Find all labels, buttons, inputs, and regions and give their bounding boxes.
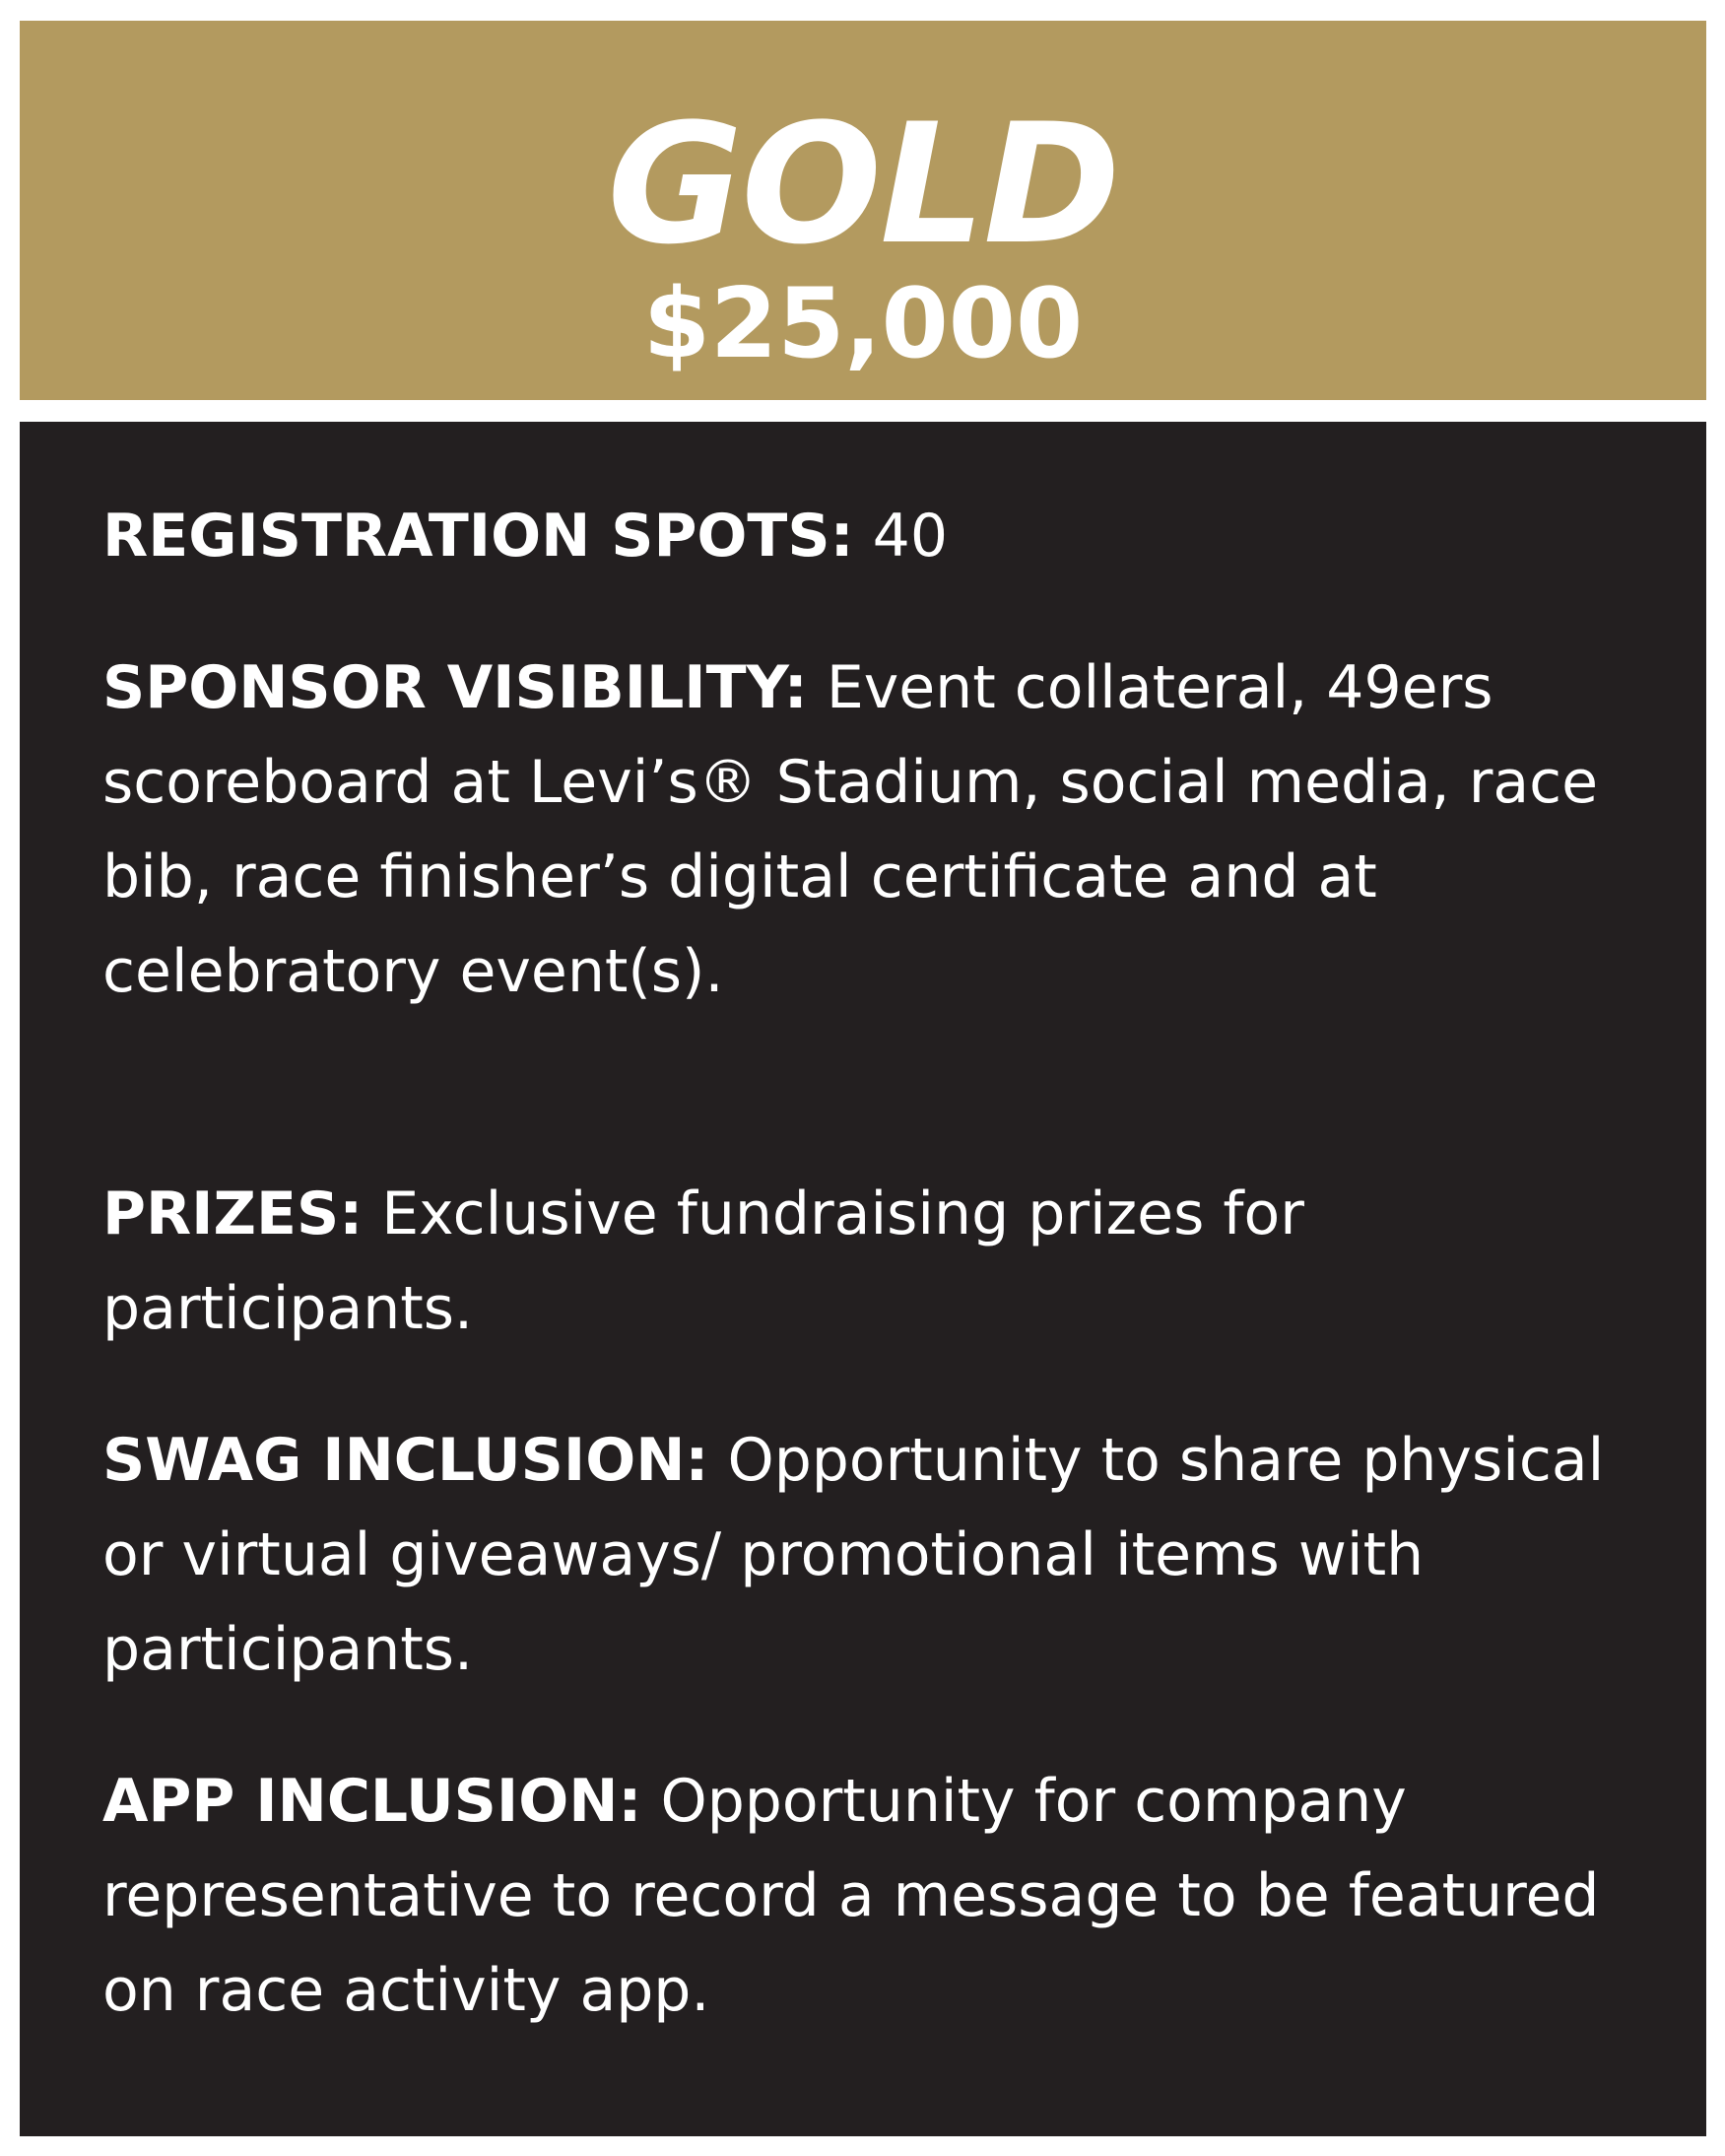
tier-price: $25,000 (642, 268, 1084, 380)
benefit-text: 40 (853, 502, 948, 571)
benefit-label: SWAG INCLUSION: (102, 1426, 709, 1495)
benefit-label: REGISTRATION SPOTS: (102, 502, 854, 571)
benefit-text: Event collateral, 49ers scoreboard at Levi’s® Stadium, social media, race bib, race finisher’s digital certificate and at celebratory event(s). (102, 653, 1599, 1006)
benefit-sponsor-visibility (102, 640, 1679, 1019)
benefit-label: SPONSOR VISIBILITY: (102, 653, 808, 722)
benefits-panel (20, 422, 1706, 2136)
benefit-text: Opportunity to share physical or virtual giveaways/ promotional items with participants. (102, 1426, 1605, 1684)
tier-header (20, 21, 1706, 400)
tier-title: GOLD (607, 88, 1119, 281)
benefit-text: Opportunity for company representative to record a message to be featured on race activity app. (102, 1767, 1600, 2025)
benefit-app-inclusion (102, 1754, 1679, 2038)
benefit-label: APP INCLUSION: (102, 1767, 642, 1836)
benefit-registration-spots (102, 489, 1679, 583)
benefit-prizes (102, 1167, 1679, 1356)
benefit-label: PRIZES: (102, 1179, 364, 1248)
benefit-text: Exclusive fundraising prizes for participants. (102, 1179, 1304, 1343)
benefit-swag-inclusion (102, 1413, 1679, 1697)
